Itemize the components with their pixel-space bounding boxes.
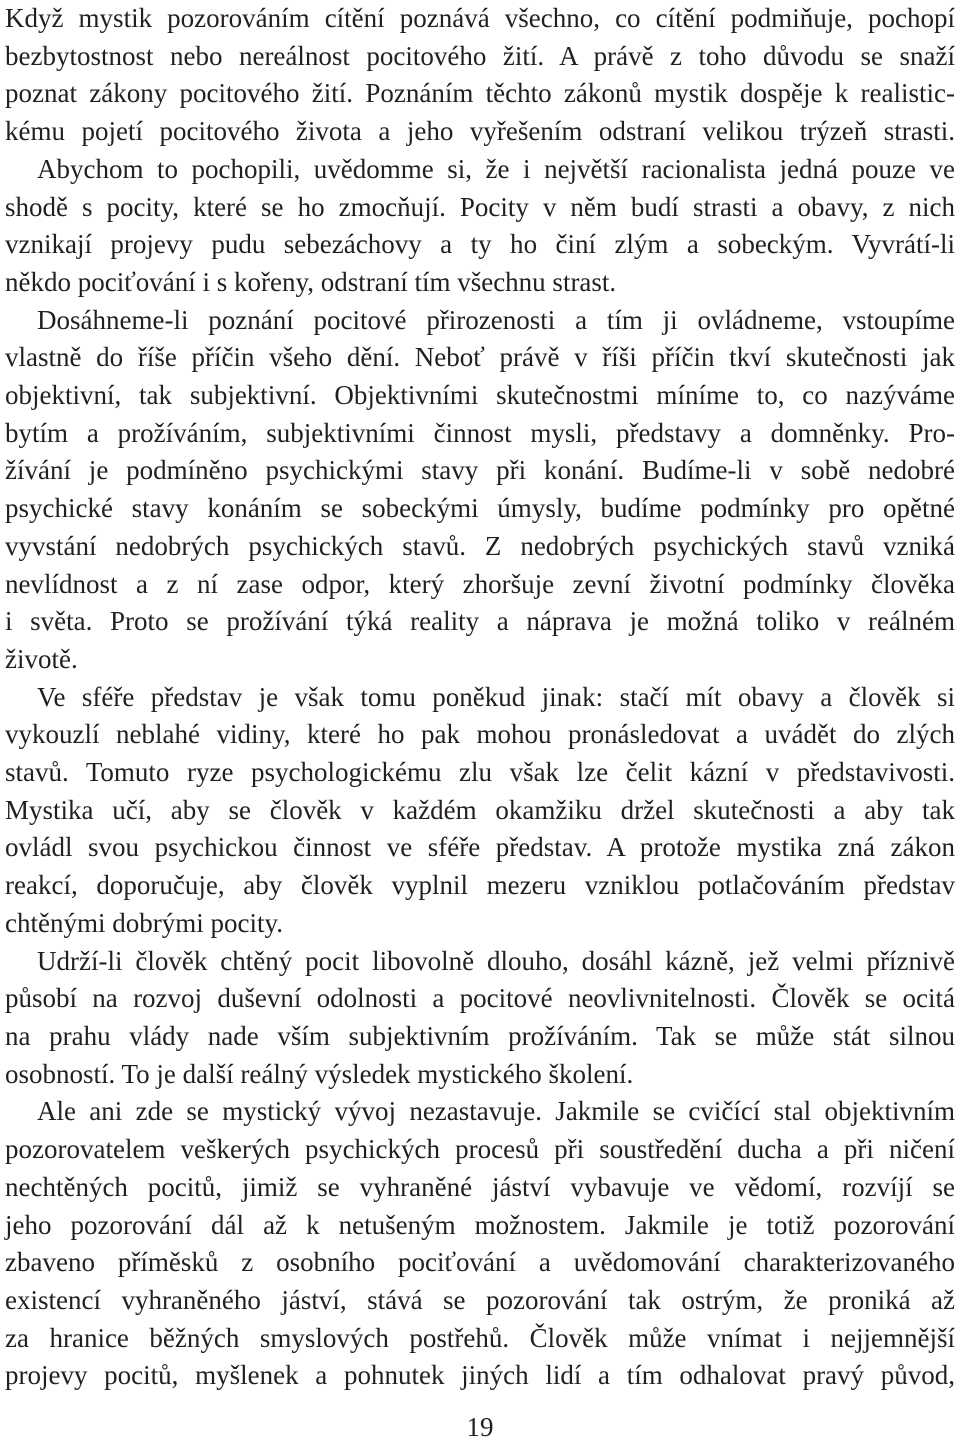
text-line: poznat zákony pocitového žití. Poznáním těchto zákonů mystik dospěje k realistic- xyxy=(5,78,955,109)
text-line: chtěnými dobrými pocity. xyxy=(5,907,283,938)
text-line: psychické stavy konáním se sobeckými úmysly, budíme podmínky pro opětné xyxy=(5,493,955,524)
text-line: bytím a prožíváním, subjektivními činnost mysli, představy a domněnky. Pro- xyxy=(5,417,955,448)
text-line: Ale ani zde se mystický vývoj nezastavuje. Jakmile se cvičící stal objektivním xyxy=(37,1096,955,1127)
text-line: vznikají projevy pudu sebezáchovy a ty ho činí zlým a sobeckým. Vyvrátí-li xyxy=(5,229,955,260)
page-number: 19 xyxy=(466,1412,494,1442)
text-line: kému pojetí pocitového života a jeho vyřešením odstraní velikou trýzeň strasti. xyxy=(5,116,955,147)
text-line: objektivní, tak subjektivní. Objektivními skutečnostmi míníme to, co nazýváme xyxy=(5,380,955,411)
text-line: ovládl svou psychickou činnost ve sféře představ. A protože mystika zná zákon xyxy=(5,832,955,863)
text-line: existencí vyhraněného jáství, stává se pozorování tak ostrým, že proniká až xyxy=(5,1284,955,1315)
text-line: reakcí, doporučuje, aby člověk vyplnil mezeru vzniklou potlačováním představ xyxy=(5,870,955,901)
text-line: za hranice běžných smyslových postřehů. Člověk může vnímat i nejjemnější xyxy=(5,1322,955,1353)
paragraph xyxy=(5,302,955,679)
text-line: zbaveno příměsků z osobního pociťování a uvědomování charakterizovaného xyxy=(5,1247,955,1278)
paragraph xyxy=(5,0,955,151)
text-line: i světa. Proto se prožívání týká reality a náprava je možná toliko v reálném xyxy=(5,606,955,637)
text-line: vyvstání nedobrých psychických stavů. Z nedobrých psychických stavů vzniká xyxy=(5,530,955,561)
text-line: Abychom to pochopili, uvědomme si, že i největší racionalista jedná pouze ve xyxy=(37,153,955,184)
text-line: Udrží-li člověk chtěný pocit libovolně dlouho, dosáhl kázně, jež velmi příznivě xyxy=(37,945,955,976)
text-line: jeho pozorování dál až k netušeným možnostem. Jakmile je totiž pozorování xyxy=(5,1209,955,1240)
paragraph xyxy=(5,943,955,1094)
paragraph xyxy=(5,151,955,302)
text-line: osobností. To je další reálný výsledek mystického školení. xyxy=(5,1058,634,1089)
text-line: Ve sféře představ je však tomu poněkud jinak: stačí mít obavy a člověk si xyxy=(37,681,955,712)
text-line: nechtěných pocitů, jimiž se vyhraněné jáství vybavuje ve vědomí, rozvíjí se xyxy=(5,1171,955,1202)
text-line: někdo pociťování i s kořeny, odstraní tím všechnu strast. xyxy=(5,266,617,297)
text-line: Mystika učí, aby se člověk v každém okamžiku držel skutečnosti a aby tak xyxy=(5,794,955,825)
text-line: bezbytostnost nebo nereálnost pocitového žití. A právě z toho důvodu se snaží xyxy=(5,40,955,71)
text-line: žívání je podmíněno psychickými stavy při konání. Budíme-li v sobě nedobré xyxy=(5,455,955,486)
text-line: působí na rozvoj duševní odolnosti a pocitové neovlivnitelnosti. Člověk se ocitá xyxy=(5,983,955,1014)
body-text xyxy=(5,0,955,1395)
text-line: nevlídnost a z ní zase odpor, který zhoršuje zevní životní podmínky člověka xyxy=(5,568,955,599)
text-line: Když mystik pozorováním cítění poznává všechno, co cítění podmiňuje, pochopí xyxy=(5,3,955,33)
text-line: vlastně do říše příčin všeho dění. Neboť právě v říši příčin tkví skutečnosti jak xyxy=(5,342,955,373)
text-line: na prahu vlády nade vším subjektivním prožíváním. Tak se může stát silnou xyxy=(5,1020,955,1051)
text-line: shodě s pocity, které se ho zmocňují. Pocity v něm budí strasti a obavy, z nich xyxy=(5,191,955,222)
text-line: stavů. Tomuto ryze psychologickému zlu však lze čelit kázní v představivosti. xyxy=(5,757,955,788)
text-line: Dosáhneme-li poznání pocitové přirozenosti a tím ji ovládneme, vstoupíme xyxy=(37,304,955,335)
text-line: životě. xyxy=(5,643,78,674)
text-line: vykouzlí neblahé vidiny, které ho pak mohou pronásledovat a uvádět do zlých xyxy=(5,719,955,750)
paragraph xyxy=(5,1093,955,1395)
text-line: pozorovatelem veškerých psychických procesů při soustředění ducha a při ničení xyxy=(5,1134,955,1165)
text-line: projevy pocitů, myšlenek a pohnutek jiných lidí a tím odhalovat pravý původ, xyxy=(5,1360,955,1391)
paragraph xyxy=(5,679,955,943)
